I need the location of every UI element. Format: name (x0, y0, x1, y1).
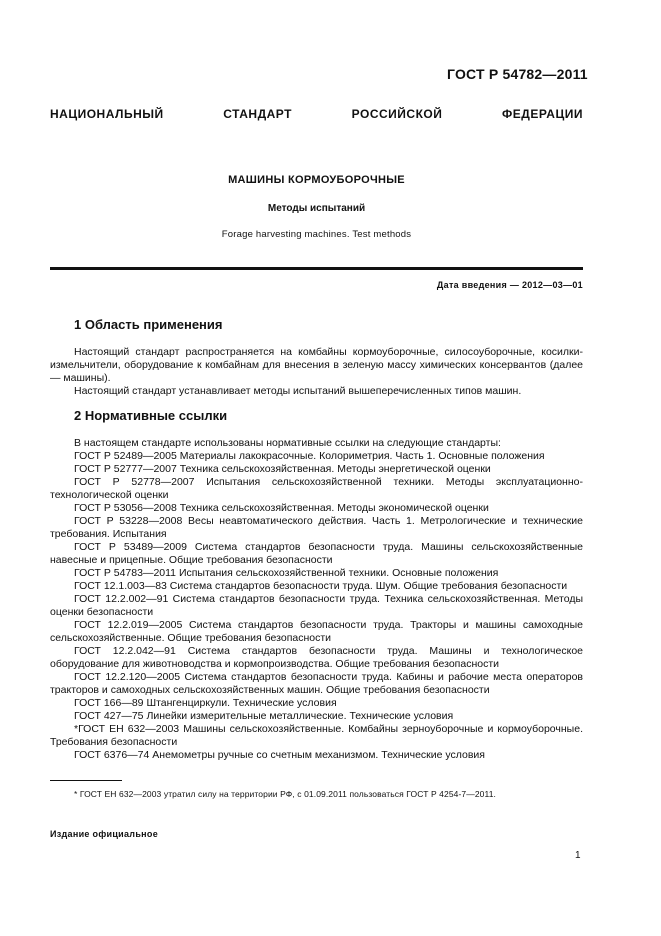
reference-item: ГОСТ Р 53228—2008 Весы неавтоматического действия. Часть 1. Метрологические и технические требования. Испытания (50, 515, 583, 540)
edition-label: Издание официальное (50, 829, 159, 839)
reference-item: ГОСТ 6376—74 Анемометры ручные со счетным механизмом. Технические условия (74, 749, 485, 761)
reference-item: ГОСТ Р 53489—2009 Система стандартов безопасности труда. Машины сельскохозяйственные навесные и прицепные. Общие требования безопасности (50, 541, 583, 566)
section-2-heading: 2 Нормативные ссылки (74, 408, 228, 423)
document-subtitle: Методы испытаний (267, 203, 366, 214)
reference-list (50, 450, 583, 762)
reference-item: ГОСТ Р 52489—2005 Материалы лакокрасочные. Колориметрия. Часть 1. Основные положения (74, 450, 545, 462)
section-2-body (50, 437, 583, 762)
reference-item: ГОСТ 166—89 Штангенциркули. Технические условия (74, 697, 337, 709)
reference-item: ГОСТ 12.1.003—83 Система стандартов безопасности труда. Шум. Общие требования безопасности (74, 580, 568, 592)
reference-item: ГОСТ 12.2.002—91 Система стандартов безопасности труда. Техника сельскохозяйственная. Методы оценки безопасности (50, 593, 583, 618)
introduction-date: Дата введения — 2012—03—01 (436, 280, 583, 290)
reference-item: ГОСТ 12.2.019—2005 Система стандартов безопасности труда. Тракторы и машины самоходные сельскохозяйственные. Общие требования безопасности (50, 619, 583, 644)
reference-item: ГОСТ 12.2.120—2005 Система стандартов безопасности труда. Кабины и рабочие места операторов тракторов и самоходных сельскохозяйственных машин. Общие требования безопасности (50, 671, 583, 696)
footnote: * ГОСТ ЕН 632—2003 утратил силу на территории РФ, с 01.09.2011 пользоваться ГОСТ Р 4254-7—2011. (74, 789, 496, 799)
document-code: ГОСТ Р 54782—2011 (447, 66, 588, 82)
references-intro: В настоящем стандарте использованы нормативные ссылки на следующие стандарты: (74, 437, 501, 449)
national-standard-banner: НАЦИОНАЛЬНЫЙ СТАНДАРТ РОССИЙСКОЙ ФЕДЕРАЦИИ (50, 107, 583, 121)
document-title: МАШИНЫ КОРМОУБОРОЧНЫЕ (228, 174, 405, 186)
reference-item: ГОСТ 12.2.042—91 Система стандартов безопасности труда. Машины и технологическое оборудование для животноводства и кормопроизводства. Общие требования безопасности (50, 645, 583, 670)
document-english-title: Forage harvesting machines. Test methods (221, 229, 412, 240)
reference-item: *ГОСТ ЕН 632—2003 Машины сельскохозяйственные. Комбайны зерноуборочные и кормоуборочные. Требования безопасности (50, 723, 583, 748)
reference-item: ГОСТ 427—75 Линейки измерительные металлические. Технические условия (74, 710, 454, 722)
reference-item: ГОСТ Р 53056—2008 Техника сельскохозяйственная. Методы экономической оценки (74, 502, 489, 514)
section-1-paragraph: Настоящий стандарт устанавливает методы испытаний вышеперечисленных типов машин. (74, 385, 522, 397)
section-1-paragraph: Настоящий стандарт распространяется на комбайны кормоуборочные, силосоуборочные, косилки-измельчители, оборудование к комбайнам для внесения в зеленую массу химических консервантов (далее — машины). (50, 346, 583, 384)
reference-item: ГОСТ Р 54783—2011 Испытания сельскохозяйственной техники. Основные положения (74, 567, 499, 579)
page-number: 1 (575, 850, 581, 861)
title-divider (50, 267, 583, 270)
section-1-heading: 1 Область применения (74, 317, 223, 332)
reference-item: ГОСТ Р 52777—2007 Техника сельскохозяйственная. Методы энергетической оценки (74, 463, 491, 475)
reference-item: ГОСТ Р 52778—2007 Испытания сельскохозяйственной техники. Методы эксплуатационно-технологической оценки (50, 476, 583, 501)
footnote-divider (50, 780, 122, 781)
section-1-body (50, 346, 583, 398)
